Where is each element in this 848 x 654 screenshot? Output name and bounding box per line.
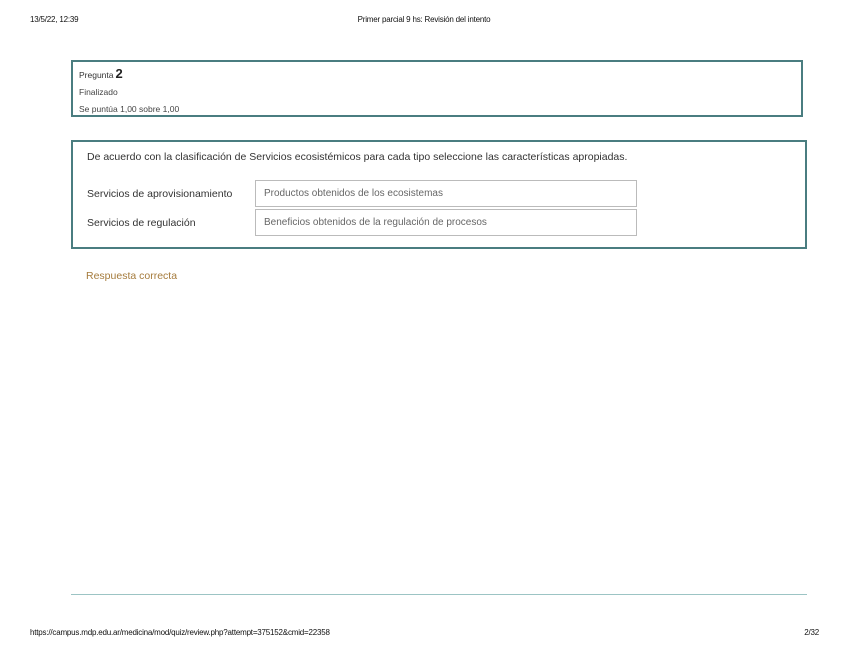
match-label: Servicios de aprovisionamiento [87, 187, 233, 200]
question-grade: Se puntúa 1,00 sobre 1,00 [79, 104, 180, 114]
print-url: https://campus.mdp.edu.ar/medicina/mod/quiz/review.php?attempt=375152&cmid=22358 [30, 628, 330, 637]
question-text: De acuerdo con la clasificación de Servicios ecosistémicos para cada tipo seleccione las características apropiadas. [87, 151, 628, 163]
question-number-label [79, 66, 795, 84]
match-row [87, 180, 637, 207]
question-state: Finalizado [79, 87, 118, 97]
question-info-box [71, 60, 803, 117]
print-header [0, 15, 848, 29]
divider [71, 594, 807, 595]
question-content-box [71, 140, 807, 249]
print-page-title: Primer parcial 9 hs: Revisión del intento [357, 15, 491, 24]
match-label: Servicios de regulación [87, 216, 196, 229]
question-number: 2 [115, 66, 123, 81]
question-label: Pregunta [79, 70, 114, 80]
print-footer [0, 628, 848, 640]
match-answer-select[interactable]: Beneficios obtenidos de la regulación de procesos [255, 209, 637, 236]
answer-feedback: Respuesta correcta [86, 270, 178, 282]
match-answer-select[interactable]: Productos obtenidos de los ecosistemas [255, 180, 637, 207]
page-number: 2/32 [804, 628, 819, 637]
print-datetime: 13/5/22, 12:39 [30, 15, 79, 24]
match-row [87, 209, 637, 236]
